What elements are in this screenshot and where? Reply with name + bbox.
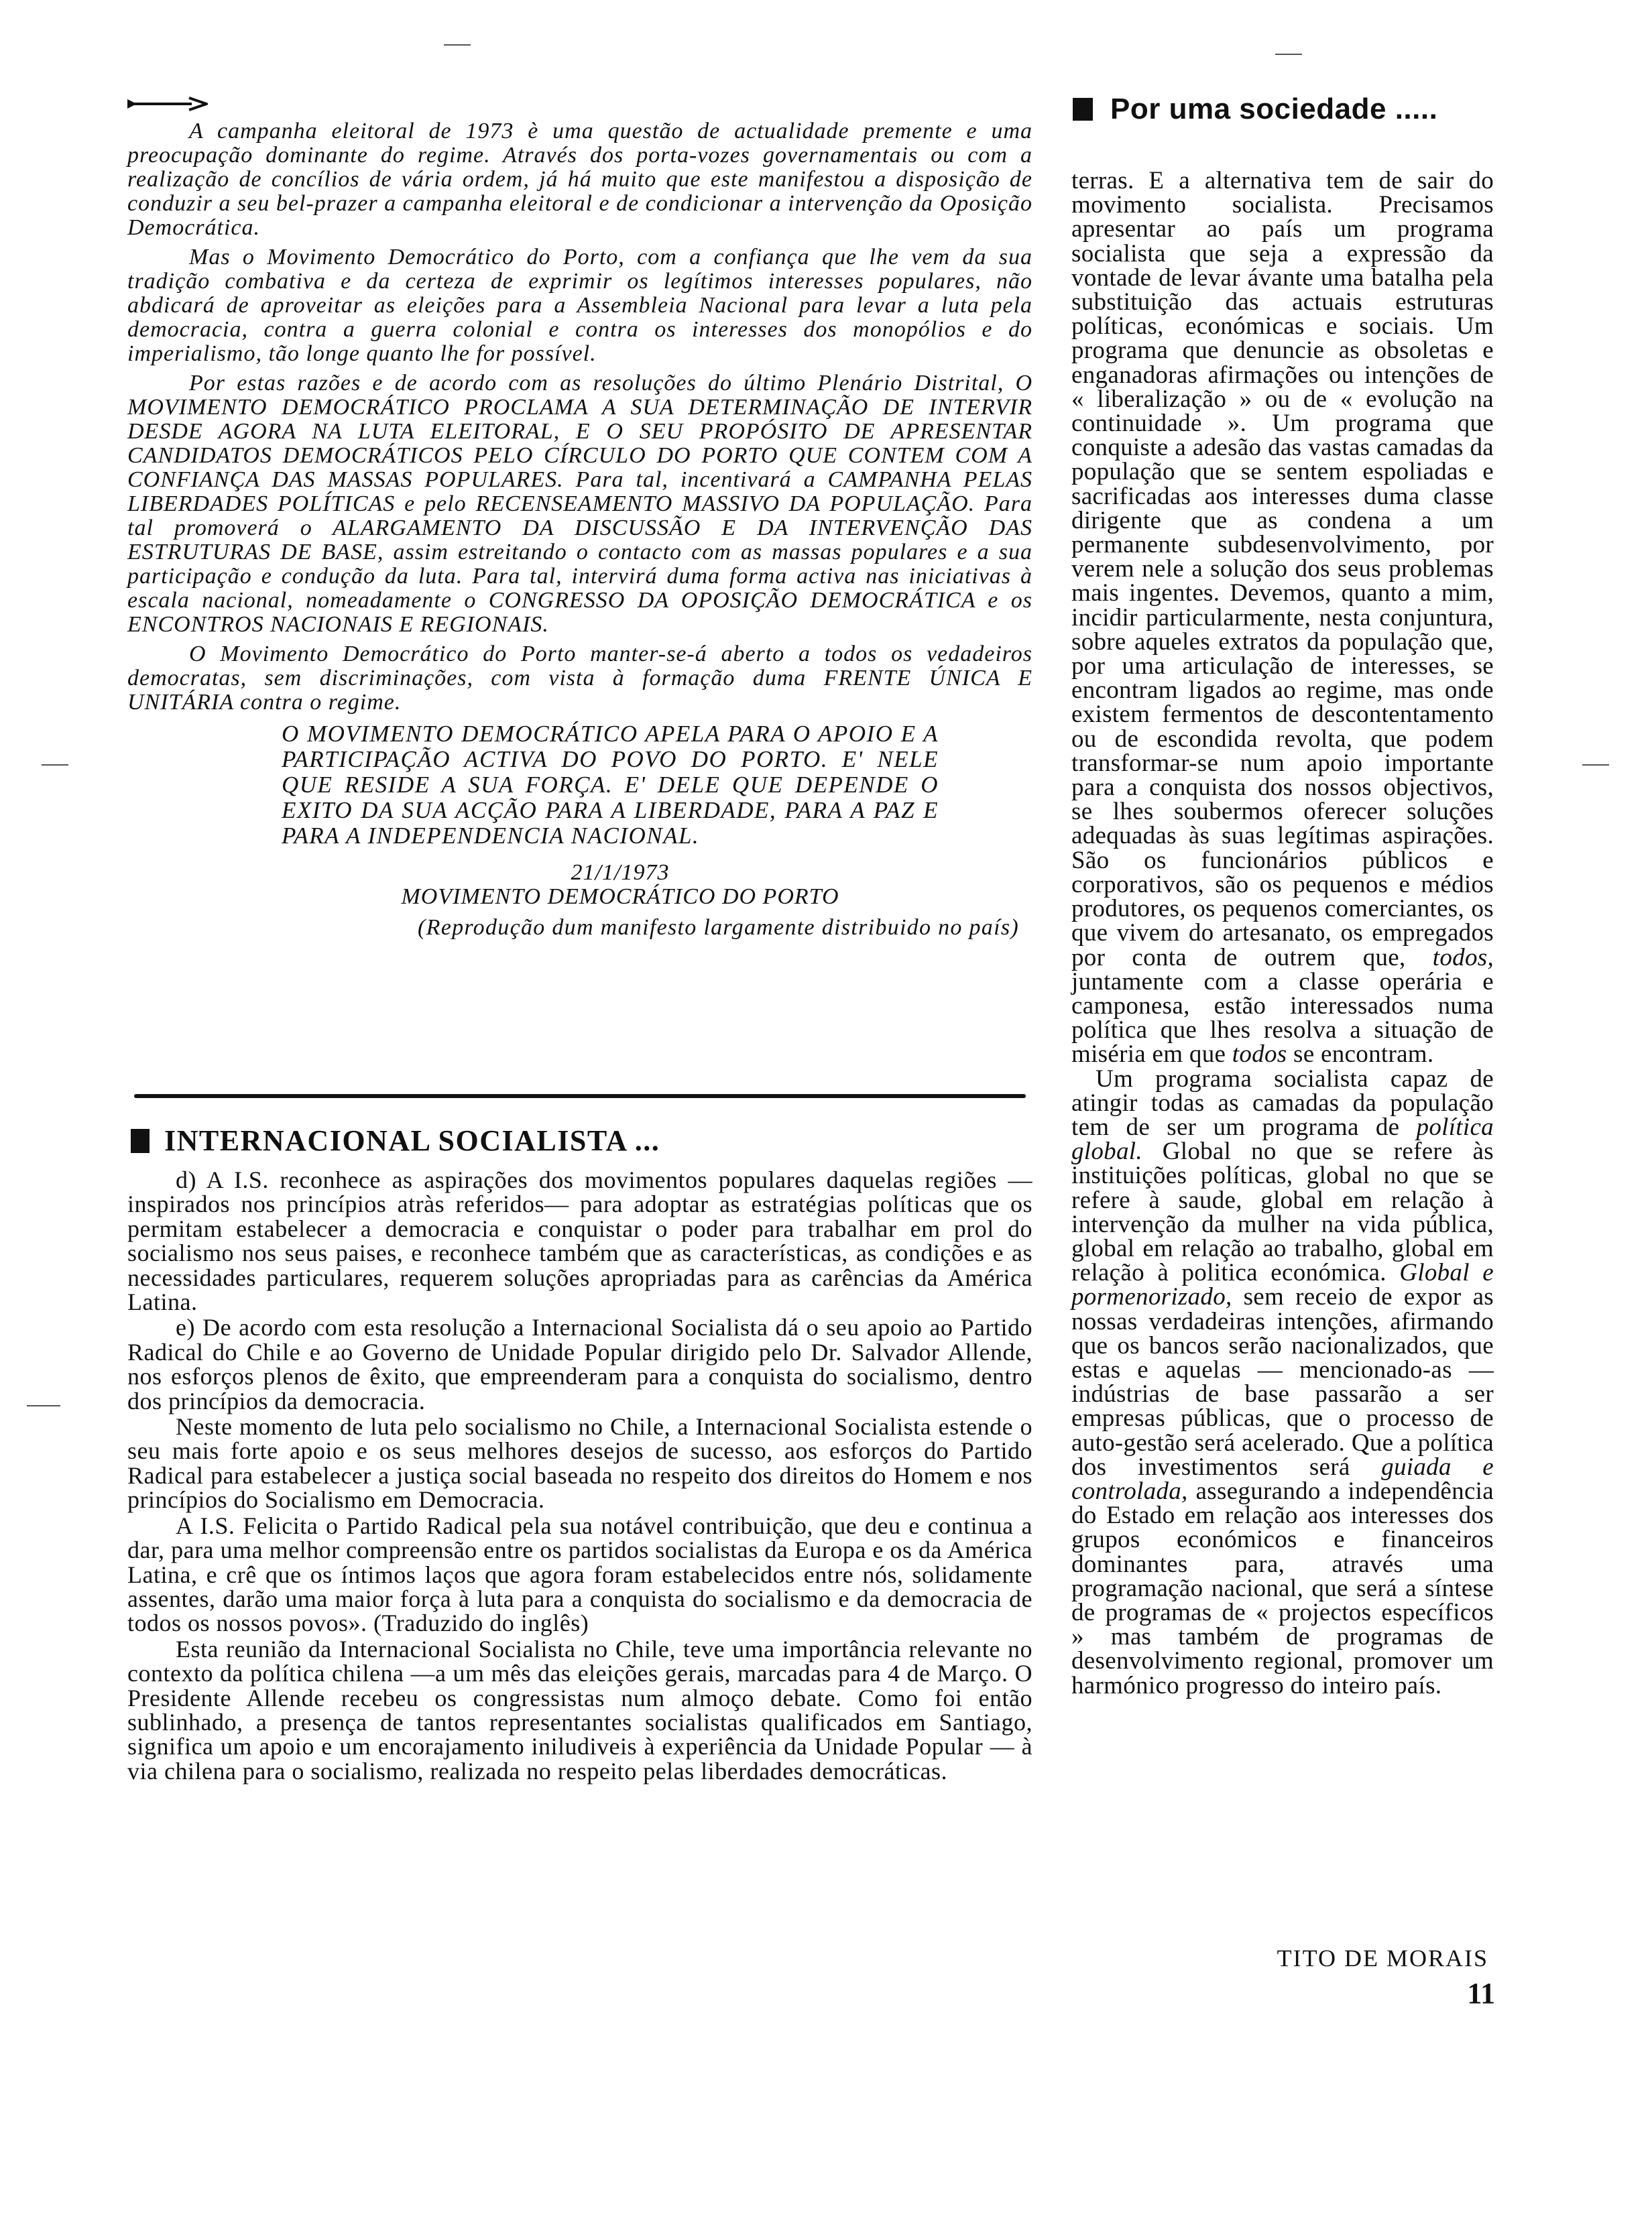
sociedade-heading-text: Por uma sociedade .....	[1110, 93, 1438, 125]
manifesto	[127, 119, 1032, 940]
manifesto-paragraph: A campanha eleitoral de 1973 è uma questão de actualidade premente e uma preocupação dominante do regime. Através dos porta-vozes governamentais ou com a realização de concílios de vária ordem, já há muito que este manifestou a disposição de conduzir a seu bel-prazer a campanha eleitoral e de condicionar a intervenção da Oposição Democrática.	[127, 119, 1032, 240]
article-paragraph	[1071, 169, 1494, 1067]
bullet-square-icon	[131, 1129, 150, 1153]
emphasis: guiada e controlada,	[1071, 1453, 1494, 1505]
internacional-article	[127, 1168, 1032, 1785]
manifesto-signature-block	[208, 861, 1032, 909]
manifesto-paragraph: O Movimento Democrático do Porto manter-se-á aberto a todos os vedadeiros democratas, sem discriminações, com vista à formação duma FRENTE ÚNICA E UNITÁRIA contra o regime.	[127, 642, 1032, 715]
article-paragraph: Esta reunião da Internacional Socialista no Chile, teve uma importância relevante no contexto da política chilena —a um mês das eleições gerais, marcadas para 4 de Março. O Presidente Allende recebeu os congressistas num almoço debate. Como foi então sublinhado, a presença de tantos representantes socialistas qualificados em Santiago, significa um apoio e um encorajamento iniludiveis à experiência da Unidade Popular — à via chilena para o socialismo, realizada no respeito pelas liberdades democráticas.	[127, 1635, 1032, 1785]
section-divider	[134, 1094, 1026, 1098]
sociedade-heading	[1073, 88, 1437, 130]
bullet-square-icon	[1073, 98, 1093, 121]
scan-mark	[444, 44, 471, 46]
text-run: Global no que se refere às instituições políticas, global no que se refere à saude, global em relação à intervenção da mulher na vida pública, global em relação ao trabalho, global em relação à politica económica.	[1071, 1138, 1494, 1287]
text-run: Um programa socialista capaz de atingir todas as camadas da população tem de ser um programa de	[1071, 1065, 1494, 1141]
scan-mark	[42, 764, 68, 766]
arrow-icon	[127, 94, 208, 114]
scan-mark	[1582, 764, 1609, 766]
text-run: terras. E a alternativa tem de sair do movimento socialista. Precisamos apresentar ao país um programa socialista que seja a expressão da vontade de levar ávante uma batalha pela substituição das actuais estruturas políticas, económicas e sociais. Um programa que denuncie as obsoletas e enganadoras afirmações ou intenções de « liberalização » ou de « evolução na continuidade ». Um programa que conquiste a adesão das vastas camadas da população que se sentem espoliadas e sacrificadas aos interesses duma classe dirigente que as condena a um permanente subdesenvolvimento, por verem nele a solução dos seus problemas mais ingentes. Devemos, quanto a mim, incidir particularmente, nesta conjuntura, sobre aqueles extratos da população que, por uma articulação de interesses, se encontram ligados ao regime, mas onde existem fermentos de descontentamento ou de escondida revolta, que podem transformar-se num apoio importante para a conquista dos nossos objectivos, se lhes soubermos oferecer soluções adequadas às suas legítimas aspirações. São os funcionários públicos e corporativos, são os pequenos e médios produtores, os pequenos comerciantes, os que vivem do artesanato, os empregados por conta de outrem que,	[1071, 167, 1494, 971]
article-paragraph: Neste momento de luta pelo socialismo no Chile, a Internacional Socialista estende o seu mais forte apoio e os seus melhores desejos de sucesso, aos esforços do Partido Radical para estabelecer a justiça social baseada no respeito dos direitos do Homem e nos princípios do Socialismo em Democracia.	[127, 1413, 1032, 1514]
emphasis: todos,	[1432, 943, 1494, 971]
manifesto-appeal: O MOVIMENTO DEMOCRÁTICO APELA PARA O APOIO E A PARTICIPAÇÃO ACTIVA DO POVO DO PORTO. E' NELE QUE RESIDE A SUA FORÇA. E' DELE QUE DEPENDE O EXITO DA SUA ACÇÃO PARA A LIBERDADE, PARA A PAZ E PARA A INDEPENDENCIA NACIONAL.	[282, 721, 939, 849]
manifesto-signature: MOVIMENTO DEMOCRÁTICO DO PORTO	[401, 884, 839, 909]
text-run: se encontram.	[1293, 1040, 1434, 1069]
page-number: 11	[1467, 1977, 1495, 2010]
text-run: juntamente com a classe operária e camponesa, estão interessados numa política que lhes resolva a situação de miséria em que	[1071, 967, 1494, 1069]
manifesto-paragraph: Mas o Movimento Democrático do Porto, com a confiança que lhe vem da sua tradição combativa e da certeza de exprimir os legítimos interesses populares, não abdicará de aproveitar as eleições para a Assembleia Nacional para levar a luta pela democracia, contra a guerra colonial e contra os interesses dos monopólios e do imperialismo, tão longe quanto lhe for possível.	[127, 245, 1032, 366]
text-run: sem receio de expor as nossas verdadeiras intenções, afirmando que os bancos serão nacionalizados, que estas e aquelas — mencionado-as — indústrias de base passarão a ser empresas públicas, que o processo de auto-gestão será acelerado. Que a política dos investimentos será	[1071, 1283, 1494, 1481]
article-paragraph	[1071, 1067, 1494, 1698]
article-paragraph: e) De acordo com esta resolução a Internacional Socialista dá o seu apoio ao Partido Radical do Chile e ao Governo de Unidade Popular dirigido pelo Dr. Salvador Allende, nos esforços plenos de êxito, que empreenderam para a conquista do socialismo, dentro dos princípios da democracia.	[127, 1314, 1032, 1414]
internacional-heading	[131, 1121, 660, 1161]
sociedade-article	[1071, 169, 1494, 1698]
author-byline: TITO DE MORAIS	[1277, 1945, 1488, 1972]
internacional-heading-text: INTERNACIONAL SOCIALISTA ...	[164, 1124, 660, 1157]
emphasis: política global.	[1071, 1113, 1494, 1166]
scan-mark	[1275, 54, 1302, 55]
emphasis: Global e pormenorizado,	[1071, 1259, 1494, 1311]
reproduction-note: (Reprodução dum manifesto largamente distribuido no país)	[418, 915, 1019, 940]
emphasis: todos	[1232, 1040, 1287, 1069]
article-paragraph: d) A I.S. reconhece as aspirações dos movimentos populares daquelas regiões —inspirados nos princípios atràs referidos— para adoptar as estratégias políticas que os permitam estabelecer a democracia e conquistar o poder para trabalhar em prol do socialismo nos seus paises, e reconhece também que as características, as condições e as necessidades particulares, requerem soluções apropriadas para as carências da América Latina.	[127, 1166, 1032, 1316]
scan-mark	[27, 1405, 60, 1406]
text-run: assegurando a independência do Estado em relação aos interesses dos grupos económicos e financeiros dominantes para, através uma programação nacional, que será a síntese de programas de « projectos específicos » mas também de programas de desenvolvimento regional, promover um harmónico progresso do inteiro país.	[1071, 1477, 1494, 1699]
manifesto-paragraph: Por estas razões e de acordo com as resoluções do último Plenário Distrital, O MOVIMENTO DEMOCRÁTICO PROCLAMA A SUA DETERMINAÇÃO DE INTERVIR DESDE AGORA NA LUTA ELEITORAL, E O SEU PROPÓSITO DE APRESENTAR CANDIDATOS DEMOCRÁTICOS PELO CÍRCULO DO PORTO QUE CONTEM COM A CONFIANÇA DAS MASSAS POPULARES. Para tal, incentivará a CAMPANHA PELAS LIBERDADES POLÍTICAS e pelo RECENSEAMENTO MASSIVO DA POPULAÇÃO. Para tal promoverá o ALARGAMENTO DA DISCUSSÃO E DA INTERVENÇÃO DAS ESTRUTURAS DE BASE, assim estreitando o contacto com as massas populares e a sua participação e condução da luta. Para tal, intervirá duma forma activa nas iniciativas à escala nacional, nomeadamente o CONGRESSO DA OPOSIÇÃO DEMOCRÁTICA e os ENCONTROS NACIONAIS E REGIONAIS.	[127, 371, 1032, 637]
article-paragraph: A I.S. Felicita o Partido Radical pela sua notável contribuição, que deu e continua a dar, para uma melhor compreensão entre os partidos socialistas da Europa e os da América Latina, e crê que os íntimos laços que agora foram estabelecidos entre nós, solidamente assentes, darão uma maior força à luta para a conquista do socialismo e da democracia de todos os nossos povos». (Traduzido do inglês)	[127, 1512, 1032, 1637]
manifesto-date: 21/1/1973	[571, 860, 670, 885]
